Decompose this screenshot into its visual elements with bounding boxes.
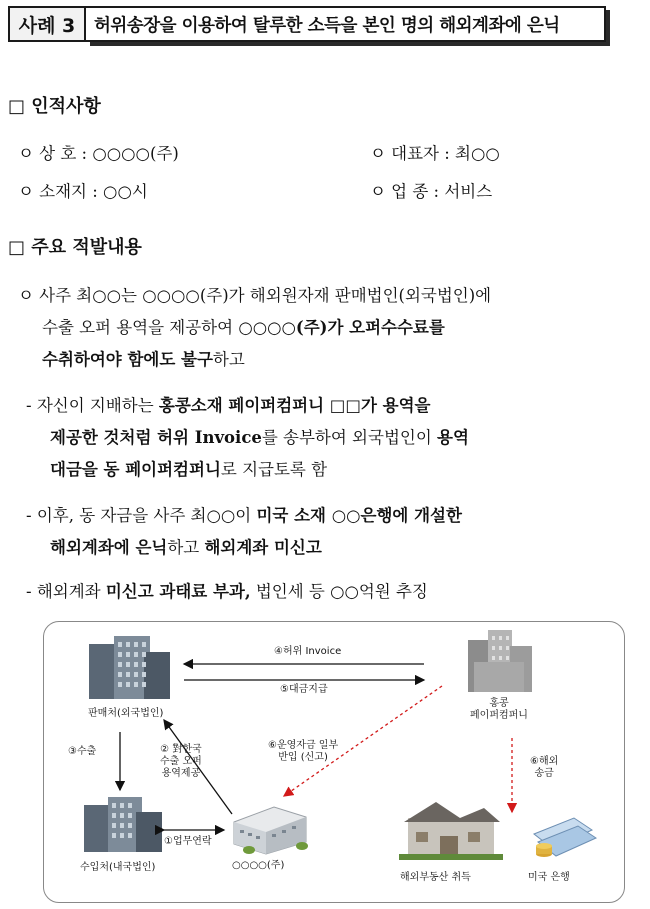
p1-text-2: 하고: [212, 350, 245, 369]
case-number: 사례 3: [8, 6, 86, 42]
realestate-label: 해외부동산 취득: [400, 872, 471, 883]
case-header: [8, 6, 606, 46]
paper-company-label-line2: 페이퍼컴퍼니: [470, 710, 528, 721]
bank-label: 미국 은행: [528, 872, 570, 883]
p4-emphasis: 미신고 과태료 부과,: [105, 582, 251, 601]
p3-emphasis-3: 해외계좌 미신고: [204, 538, 322, 557]
step2-line2: 수출 오퍼: [160, 756, 202, 767]
step6-label: [268, 740, 338, 764]
paper-company-label-line1: 홍콩: [489, 698, 509, 709]
p3-emphasis: 미국 소재 ○○은행에 개설한: [256, 506, 462, 525]
paragraph-3-line-b: [50, 534, 322, 558]
house-icon: [399, 802, 503, 860]
location-line: ㅇ 소재지 : ○○시: [18, 182, 148, 201]
company-building-icon: [234, 807, 308, 854]
step6-line1: ⑥운영자금 일부: [268, 740, 339, 751]
p2-text: - 자신이 지배하는: [26, 396, 159, 415]
ceo-line: ㅇ 대표자 : 최○○: [370, 144, 500, 163]
importer-label: 수입처(내국법인): [80, 862, 156, 873]
step7-line1: ⑥해외: [530, 756, 559, 767]
importer-building-icon: [84, 797, 162, 852]
step4-label: ④허위 Invoice: [274, 646, 342, 657]
paragraph-2-line-a: [26, 392, 430, 416]
money-icon: [534, 818, 596, 857]
section-heading-personal: □ 인적사항: [8, 96, 101, 117]
paragraph-3-line-a: [26, 502, 462, 526]
p2-emphasis-4: 대금을 동 페이퍼컴퍼니: [50, 460, 221, 479]
p4-text: - 해외계좌: [26, 582, 106, 601]
p2-emphasis-2: 제공한 것처럼 허위 Invoice: [50, 428, 262, 447]
paragraph-4-line: [26, 578, 428, 602]
step1-label: ①업무연락: [164, 836, 212, 847]
step7-label: [530, 756, 558, 780]
step7-line2: 송금: [534, 768, 554, 779]
step2-line1: ② 對한국: [160, 744, 202, 755]
paragraph-1-line-b: [42, 314, 445, 338]
step2-label: [160, 744, 202, 780]
p3-text-2: 하고: [167, 538, 205, 557]
p2-text-2: 를 송부하여 외국법인이: [261, 428, 437, 447]
company-name-line: ㅇ 상 호 : ○○○○(주): [18, 144, 179, 163]
p1-emphasis: ○○○○(주)가 오퍼수수료를: [238, 318, 445, 337]
step2-line3: 용역제공: [161, 768, 201, 779]
paragraph-1-line-c: [42, 346, 245, 370]
paragraph-1-line-a: ㅇ 사주 최○○는 ○○○○(주)가 해외원자재 판매법인(외국법인)에: [18, 286, 492, 305]
paragraph-2-line-c: [50, 456, 327, 480]
section-heading-findings: □ 주요 적발내용: [8, 237, 142, 258]
step5-label: ⑤대금지급: [280, 684, 328, 695]
p2-emphasis: 홍콩소재 페이퍼컴퍼니 □□가 용역을: [158, 396, 431, 415]
company-label: ○○○○(주): [232, 860, 285, 871]
paper-company-label: [470, 698, 528, 722]
p4-text-2: 법인세 등 ○○억원 추징: [250, 582, 428, 601]
step6-line2: 반입 (신고): [278, 752, 328, 763]
case-title: 허위송장을 이용하여 탈루한 소득을 본인 명의 해외계좌에 은닉: [86, 6, 606, 42]
paper-company-building-icon: [468, 630, 532, 692]
paragraph-2-line-b: [50, 424, 469, 448]
p2-text-3: 로 지급토록 함: [220, 460, 328, 479]
p1-emphasis-2: 수취하여야 함에도 불구: [42, 350, 213, 369]
flow-diagram: [43, 621, 625, 903]
seller-building-icon: [89, 636, 170, 699]
p3-emphasis-2: 해외계좌에 은닉: [50, 538, 168, 557]
p2-emphasis-3: 용역: [437, 428, 469, 447]
step3-label: ③수출: [68, 746, 97, 757]
industry-line: ㅇ 업 종 : 서비스: [370, 182, 493, 201]
seller-label: 판매처(외국법인): [88, 708, 164, 719]
p1-text: 수출 오퍼 용역을 제공하여: [42, 318, 239, 337]
p3-text: - 이후, 동 자금을 사주 최○○이: [26, 506, 257, 525]
